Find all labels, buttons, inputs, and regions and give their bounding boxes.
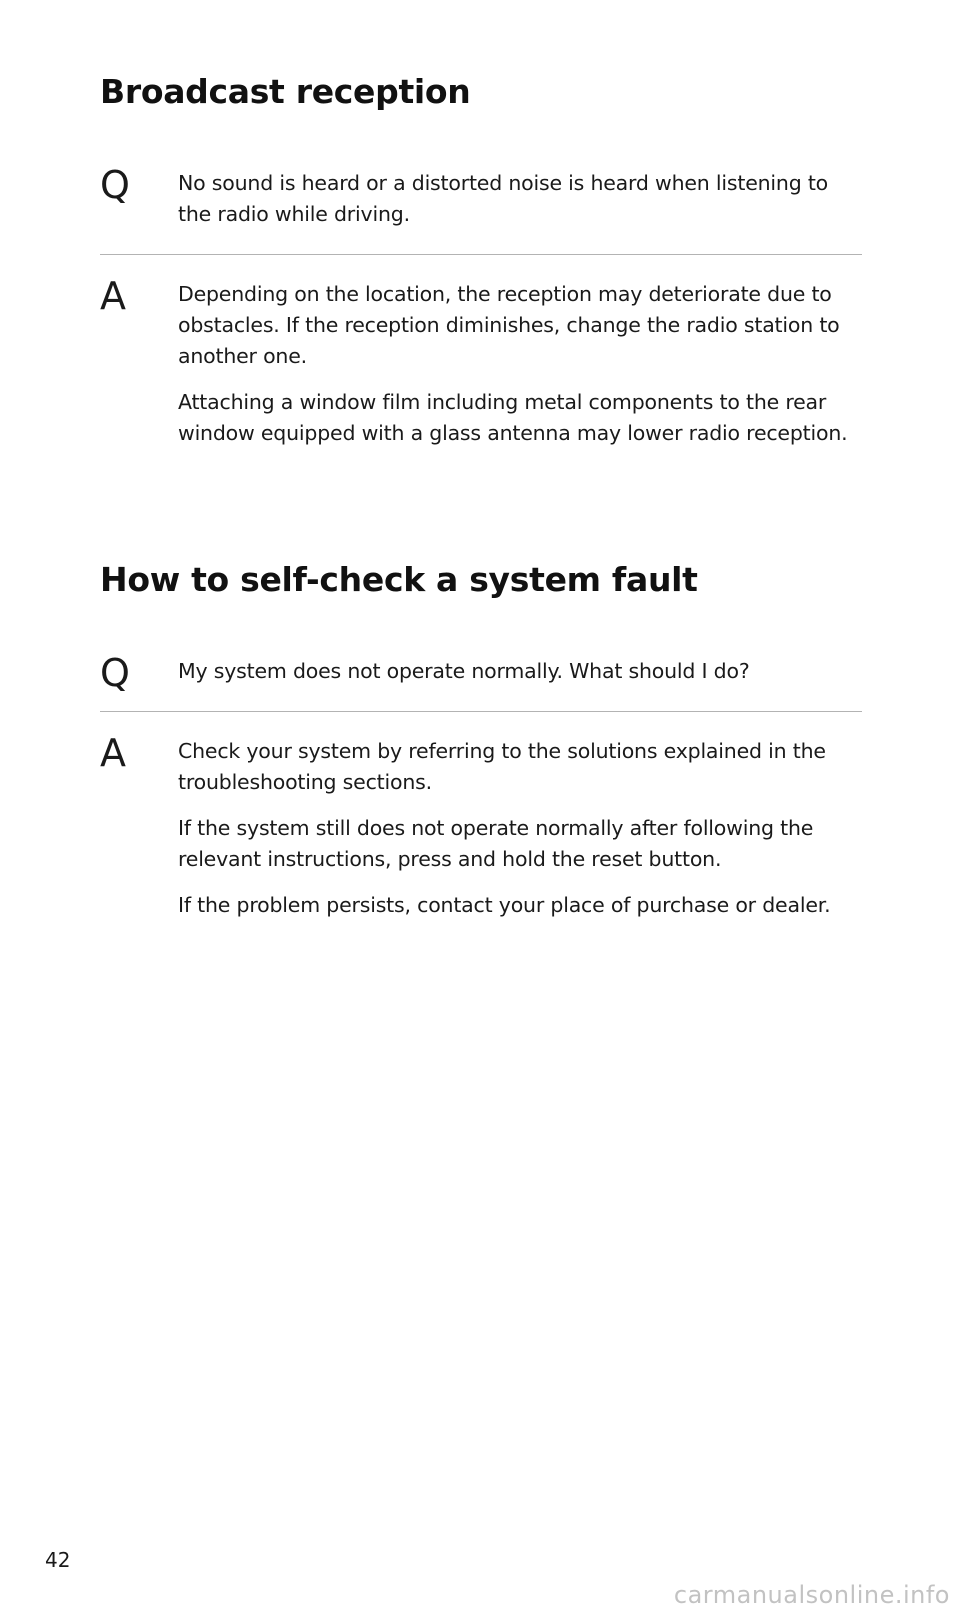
answer-marker: A — [100, 274, 126, 318]
section-self-check — [100, 560, 862, 921]
question-text: No sound is heard or a distorted noise is heard when listening to the radio while driving. — [178, 171, 829, 226]
answer-row — [100, 274, 862, 449]
answer-paragraph: Attaching a window film including metal components to the rear window equipped with a glass antenna may lower radio reception. — [178, 390, 848, 445]
question-text: My system does not operate normally. What should I do? — [178, 659, 750, 683]
answer-paragraph: If the problem persists, contact your place of purchase or dealer. — [178, 893, 831, 917]
question-text-block — [178, 168, 862, 230]
answer-paragraph: Depending on the location, the reception may deteriorate due to obstacles. If the reception diminishes, change the radio station to another one. — [178, 282, 840, 368]
question-text-block — [178, 656, 862, 687]
section-broadcast-reception — [100, 72, 862, 449]
answer-paragraph: If the system still does not operate normally after following the relevant instructions, press and hold the reset button. — [178, 816, 814, 871]
answer-paragraph: Check your system by referring to the solutions explained in the troubleshooting sections. — [178, 739, 826, 794]
answer-text-block — [178, 279, 862, 449]
qa-divider — [100, 254, 862, 255]
section-heading: How to self-check a system fault — [100, 560, 698, 599]
question-row — [100, 163, 862, 230]
answer-marker: A — [100, 731, 126, 775]
section-heading: Broadcast reception — [100, 72, 471, 111]
answer-row — [100, 731, 862, 921]
watermark: carmanualsonline.info — [673, 1581, 950, 1609]
question-marker: Q — [100, 651, 130, 695]
question-row — [100, 651, 862, 695]
answer-text-block — [178, 736, 862, 921]
page-number: 42 — [45, 1548, 71, 1572]
question-marker: Q — [100, 163, 130, 207]
qa-divider — [100, 711, 862, 712]
